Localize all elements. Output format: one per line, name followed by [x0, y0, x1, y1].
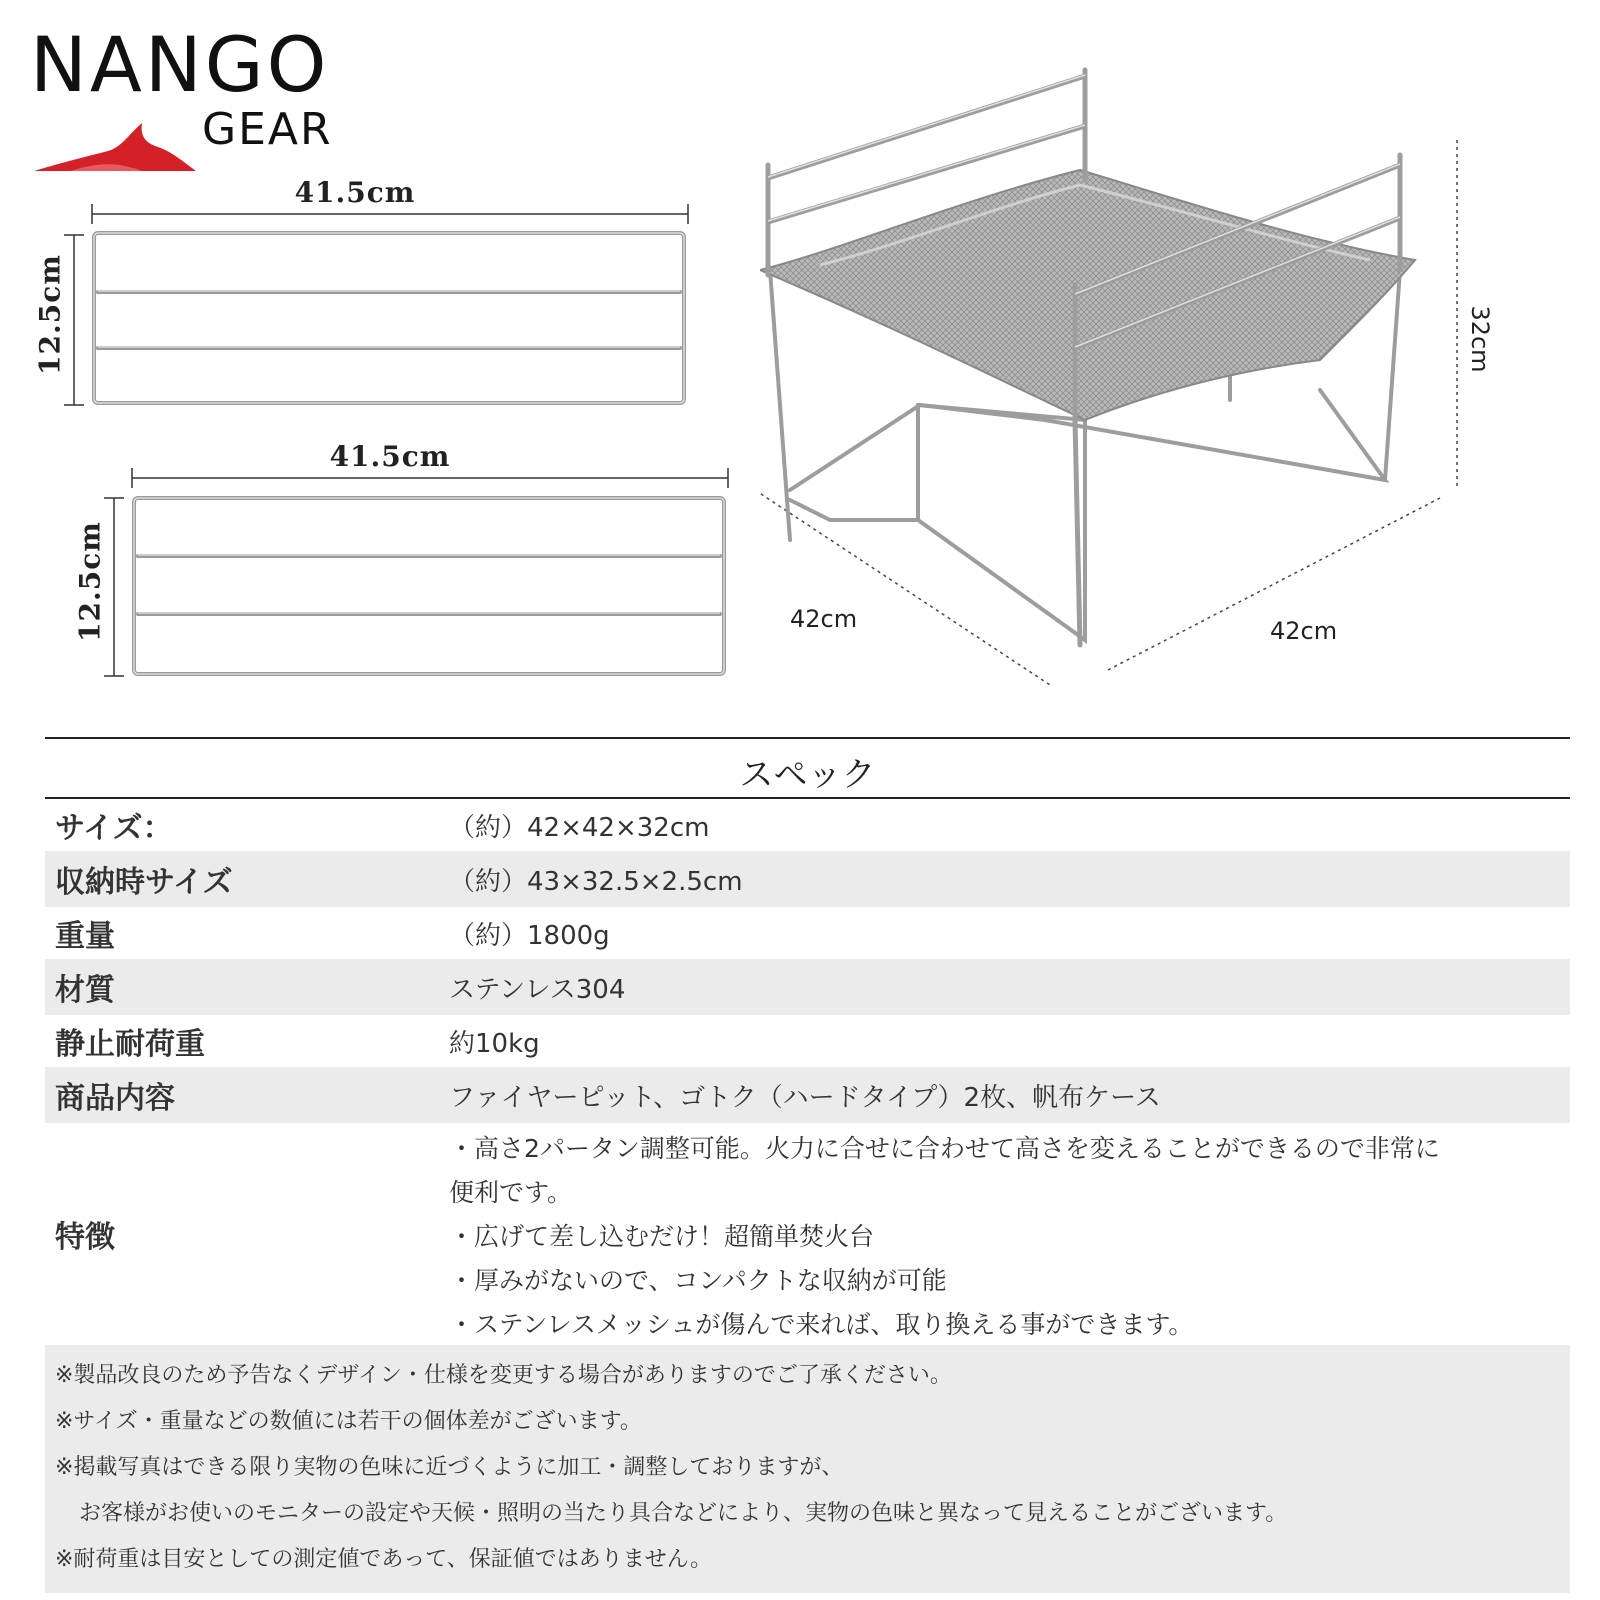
fire-pit-drawing	[760, 60, 1480, 700]
note-item: ※耐荷重は目安としての測定値であって、保証値ではありません。	[55, 1547, 713, 1572]
spec-key: 特徴	[55, 1220, 115, 1255]
feature-item: ・広げて差し込むだけ！超簡単焚火台	[449, 1222, 875, 1251]
spec-key: サイズ：	[55, 811, 173, 846]
spec-row-storage-size	[45, 851, 1570, 907]
spec-row-contents	[45, 1067, 1570, 1123]
note-item: ※サイズ・重量などの数値には若干の個体差がございます。	[55, 1409, 642, 1434]
spec-value: （約）1800g	[449, 920, 610, 951]
spec-row-material	[45, 959, 1570, 1015]
spec-key: 重量	[55, 919, 115, 954]
grate1-height-label-wrap	[0, 254, 120, 375]
pit-height-label: 32cm	[1466, 305, 1494, 373]
grate2-height-label: 12.5cm	[73, 521, 107, 642]
grate2-width-label: 41.5cm	[329, 440, 451, 473]
pit-width-label: 42cm	[1270, 617, 1338, 645]
features-list	[449, 1121, 1570, 1347]
spec-value: （約）42×42×32cm	[449, 812, 710, 843]
feature-item: ・ステンレスメッシュが傷んで来れば、取り換える事ができます。	[449, 1310, 1194, 1339]
logo-text-nango: NANGO	[30, 20, 330, 109]
feature-item: ・高さ2パータン調整可能。火力に合せに合わせて高さを変えることができるので非常に	[449, 1134, 1440, 1163]
feature-item: ・厚みがないので、コンパクトな収納が可能	[449, 1266, 947, 1295]
feature-item: 便利です。	[449, 1178, 573, 1207]
grate2-drawing	[100, 464, 750, 689]
pit-height-label-wrap	[1430, 305, 1530, 373]
spec-key: 材質	[55, 973, 115, 1008]
spec-value: （約）43×32.5×2.5cm	[449, 866, 743, 897]
grate1-width-label: 41.5cm	[294, 176, 416, 209]
spec-row-features	[45, 1123, 1570, 1345]
spec-key: 静止耐荷重	[55, 1027, 205, 1062]
note-item: お客様がお使いのモニターの設定や天候・照明の当たり具合などにより、実物の色味と異なって見えることがございます。	[79, 1501, 1288, 1526]
spec-value: 約10kg	[449, 1028, 540, 1059]
spec-title: スペック	[739, 755, 876, 795]
brand-logo	[30, 20, 390, 160]
spec-row-size	[45, 799, 1570, 851]
logo-wave-icon	[30, 113, 200, 173]
spec-row-load	[45, 1015, 1570, 1067]
logo-text-gear: GEAR	[202, 104, 333, 155]
spec-row-weight	[45, 907, 1570, 959]
spec-value: ステンレス304	[449, 974, 626, 1005]
grate1-height-label: 12.5cm	[33, 254, 67, 375]
spec-value: ファイヤーピット、ゴトク（ハードタイプ）2枚、帆布ケース	[449, 1082, 1161, 1113]
note-item: ※製品改良のため予告なくデザイン・仕様を変更する場合がありますのでご了承ください。	[55, 1363, 952, 1388]
spec-header	[45, 737, 1570, 799]
notes-block	[45, 1345, 1570, 1593]
spec-table	[45, 737, 1570, 1593]
pit-depth-label: 42cm	[790, 605, 858, 633]
grate2-height-label-wrap	[20, 521, 160, 642]
spec-key: 商品内容	[55, 1081, 175, 1116]
note-item: ※掲載写真はできる限り実物の色味に近づくように加工・調整しておりますが、	[55, 1455, 844, 1480]
grate1-drawing	[60, 200, 710, 420]
spec-key: 収納時サイズ	[55, 865, 233, 900]
